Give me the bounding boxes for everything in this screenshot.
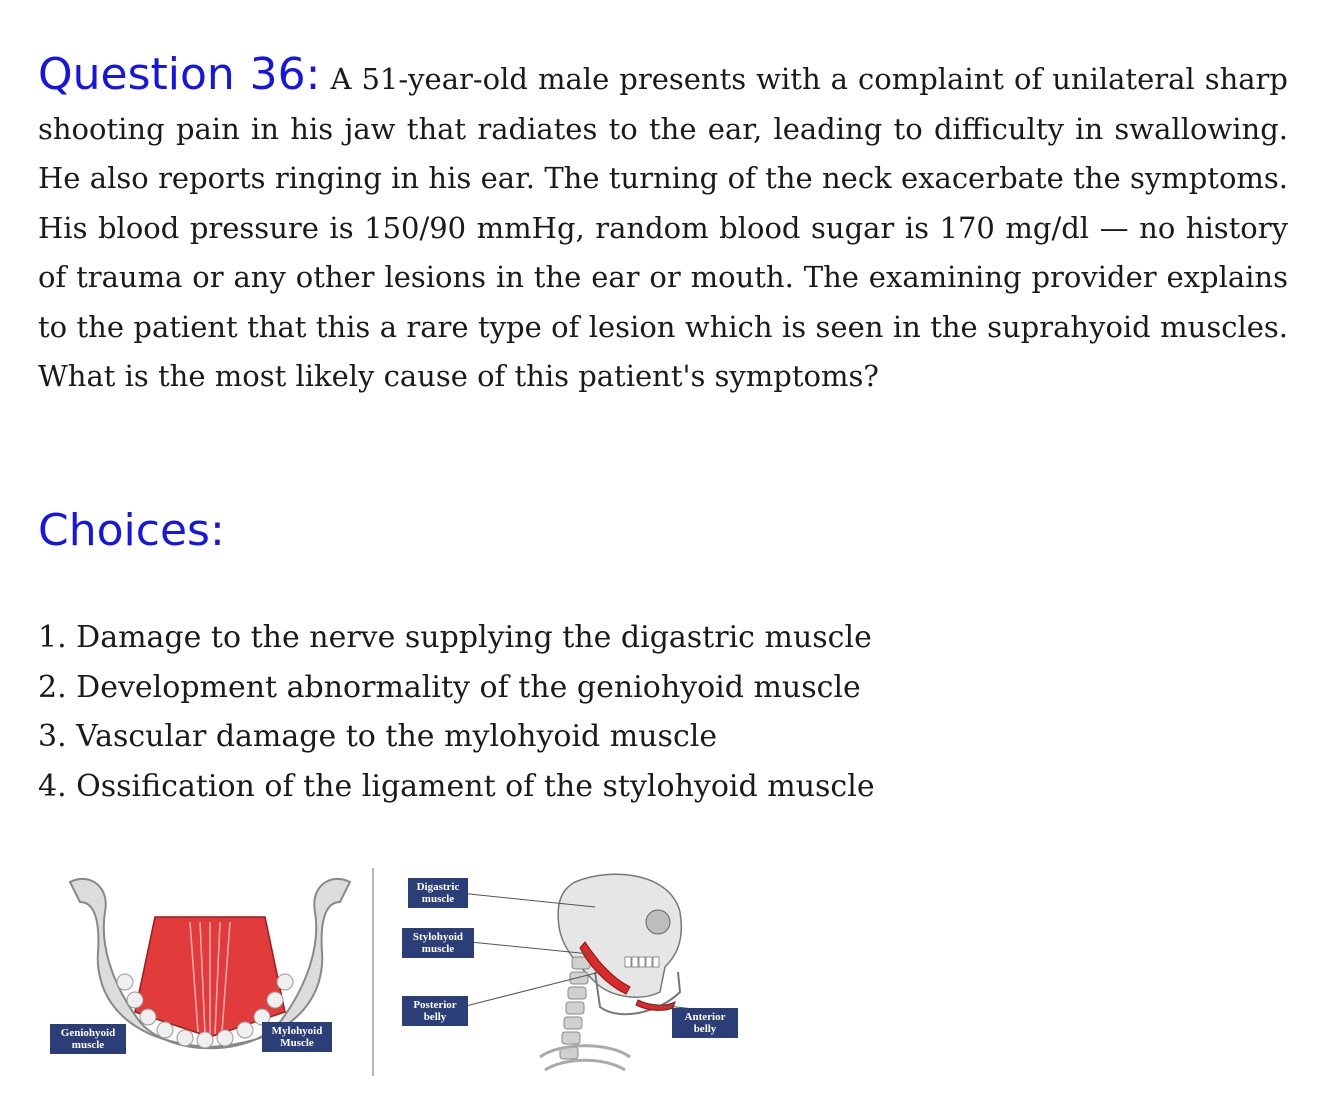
choices-heading: Choices: <box>38 505 225 556</box>
choice-item-2[interactable]: 2. Development abnormality of the geniohyoid muscle <box>38 669 861 705</box>
choice-item-3[interactable]: 3. Vascular damage to the mylohyoid muscle <box>38 719 718 754</box>
choice-list <box>38 613 875 811</box>
question-block <box>38 50 1288 402</box>
question-paragraph <box>38 50 1288 402</box>
choice-item-1[interactable]: 1. Damage to the nerve supplying the digastric muscle <box>38 620 872 655</box>
anterior-belly-label: Anterior belly <box>672 1008 738 1038</box>
question-label: Question 36: <box>38 49 321 100</box>
stylohyoid-label: Stylohyoid muscle <box>402 928 474 958</box>
figure-divider <box>372 868 374 1076</box>
geniohyoid-label: Geniohyoid muscle <box>50 1024 126 1054</box>
choice-item-4[interactable]: 4. Ossification of the ligament of the stylohyoid muscle <box>38 768 875 804</box>
digastric-label: Digastric muscle <box>408 878 468 908</box>
mylohyoid-label: Mylohyoid Muscle <box>262 1022 332 1052</box>
anatomy-figure <box>50 862 770 1076</box>
posterior-belly-label: Posterior belly <box>402 996 468 1026</box>
question-text: A 51-year-old male presents with a complaint of unilateral sharp shooting pain in his jaw that radiates to the ear, leading to difficulty in swallowing. He also reports ringing in his ear. The turning of the neck exacerbate the symptoms. His blood pressure is 150/90 mmHg, random blood sugar is 170 mg/dl — no history of trauma or any other lesions in the ear or mouth. The examining provider explains to the patient that this a rare type of lesion which is seen in the suprahyoid muscles. What is the most likely cause of this patient's symptoms? <box>38 62 1288 393</box>
